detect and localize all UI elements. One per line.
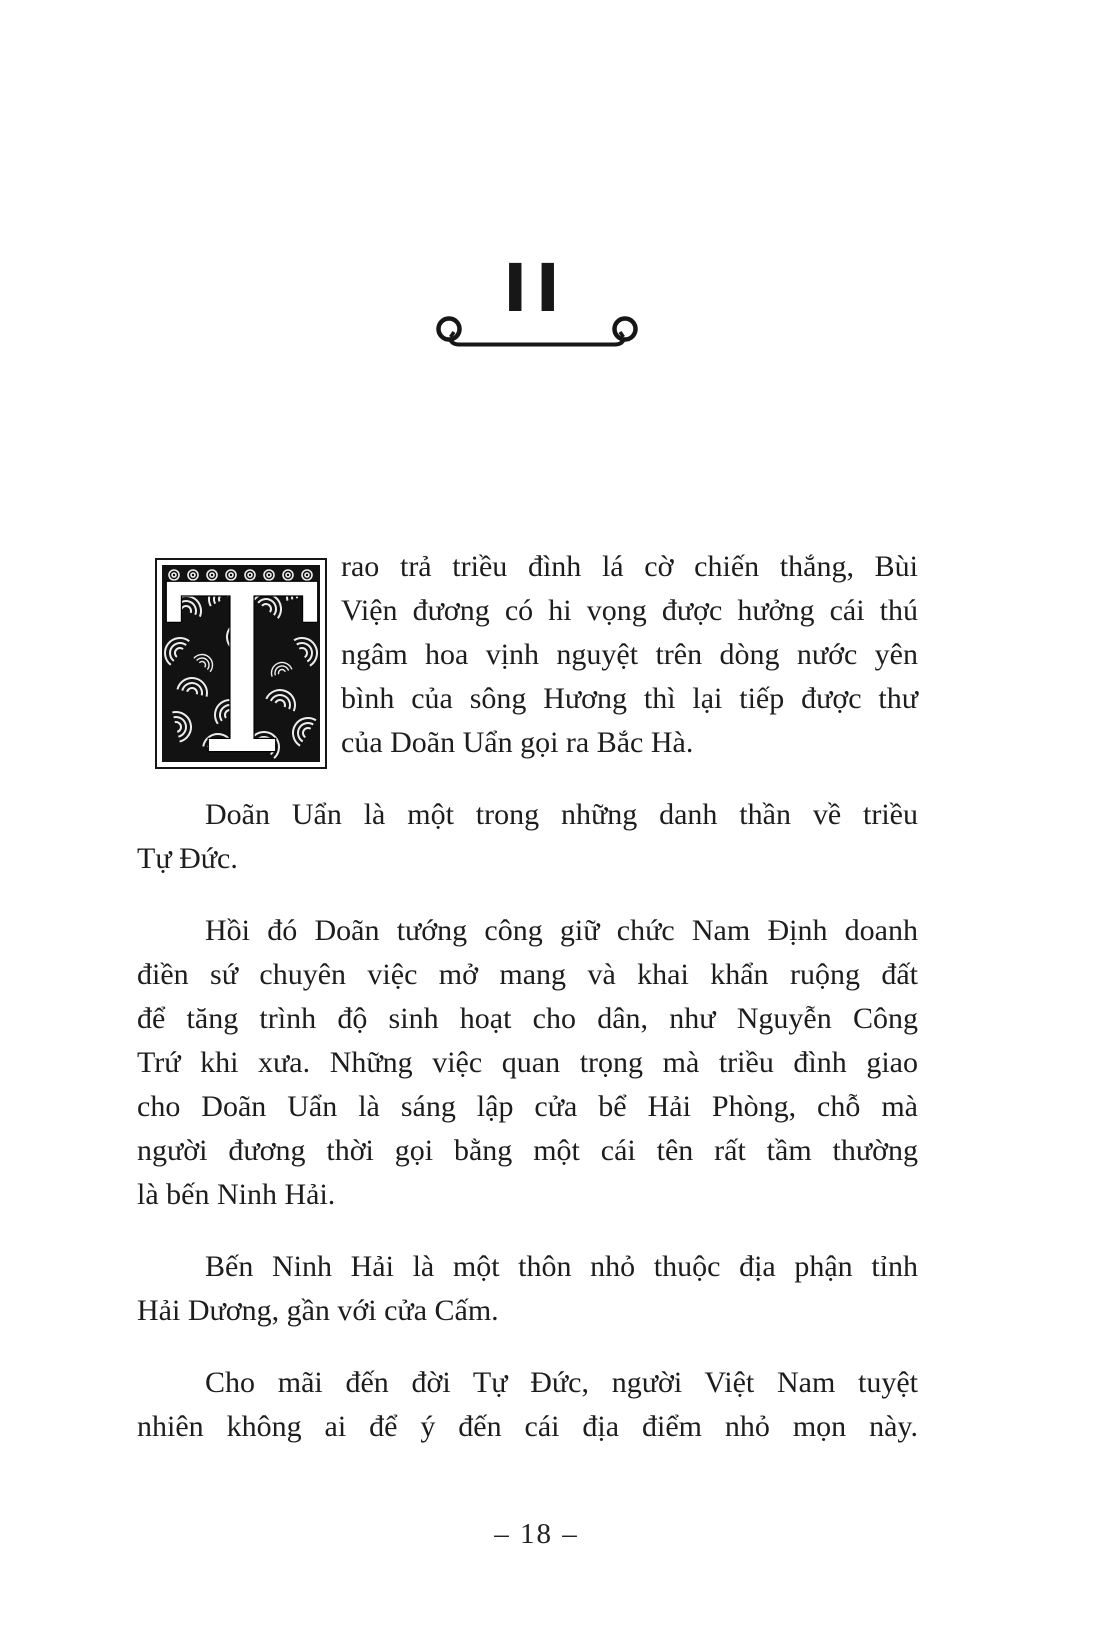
text-line: cho Doãn Uẩn là sáng lập cửa bể Hải Phòng, chỗ mà xyxy=(137,1090,918,1123)
text-line: Trứ khi xưa. Những việc quan trọng mà triều đình giao xyxy=(137,1046,918,1079)
drop-cap-ornate-background xyxy=(162,565,320,762)
drop-cap-letter-icon xyxy=(162,565,320,762)
text-line: của Doãn Uẩn gọi ra Bắc Hà. xyxy=(341,726,694,759)
looped-rule-icon xyxy=(432,314,642,352)
paragraph xyxy=(137,545,918,765)
text-line: là bến Ninh Hải. xyxy=(137,1178,336,1211)
text-line: bình của sông Hương thì lại tiếp được thư xyxy=(341,682,918,715)
text-line: để tăng trình độ sinh hoạt cho dân, như Nguyễn Công xyxy=(137,1002,918,1035)
drop-cap-letter: T xyxy=(164,565,320,762)
drop-cap-block xyxy=(155,558,327,769)
text-line: Viện đương có hi vọng được hưởng cái thú xyxy=(341,594,918,627)
text-line: Hồi đó Doãn tướng công giữ chức Nam Định doanh xyxy=(205,914,918,947)
chapter-number: II xyxy=(502,250,569,327)
text-line: Cho mãi đến đời Tự Đức, người Việt Nam tuyệt xyxy=(205,1366,918,1399)
divider-ornament xyxy=(432,314,642,357)
text-line: người đương thời gọi bằng một cái tên rất tầm thường xyxy=(137,1134,918,1167)
text-line: Doãn Uẩn là một trong những danh thần về triều xyxy=(205,798,918,831)
page-number: – 18 – xyxy=(494,1518,579,1550)
text-line: nhiên không ai để ý đến cái địa điểm nhỏ mọn này. xyxy=(137,1410,918,1443)
text-line: Hải Dương, gần với cửa Cấm. xyxy=(137,1294,499,1327)
paragraph xyxy=(137,909,918,1217)
paragraph xyxy=(137,793,918,881)
text-line: Bến Ninh Hải là một thôn nhỏ thuộc địa phận tỉnh xyxy=(205,1250,918,1283)
paragraph xyxy=(137,1245,918,1333)
paragraph xyxy=(137,1361,918,1449)
body-text xyxy=(137,545,918,1449)
text-line: rao trả triều đình lá cờ chiến thắng, Bùi xyxy=(341,550,918,583)
text-line: điền sứ chuyên việc mở mang và khai khẩn ruộng đất xyxy=(137,958,918,991)
text-line: Tự Đức. xyxy=(137,842,238,875)
text-line: ngâm hoa vịnh nguyệt trên dòng nước yên xyxy=(341,638,918,671)
